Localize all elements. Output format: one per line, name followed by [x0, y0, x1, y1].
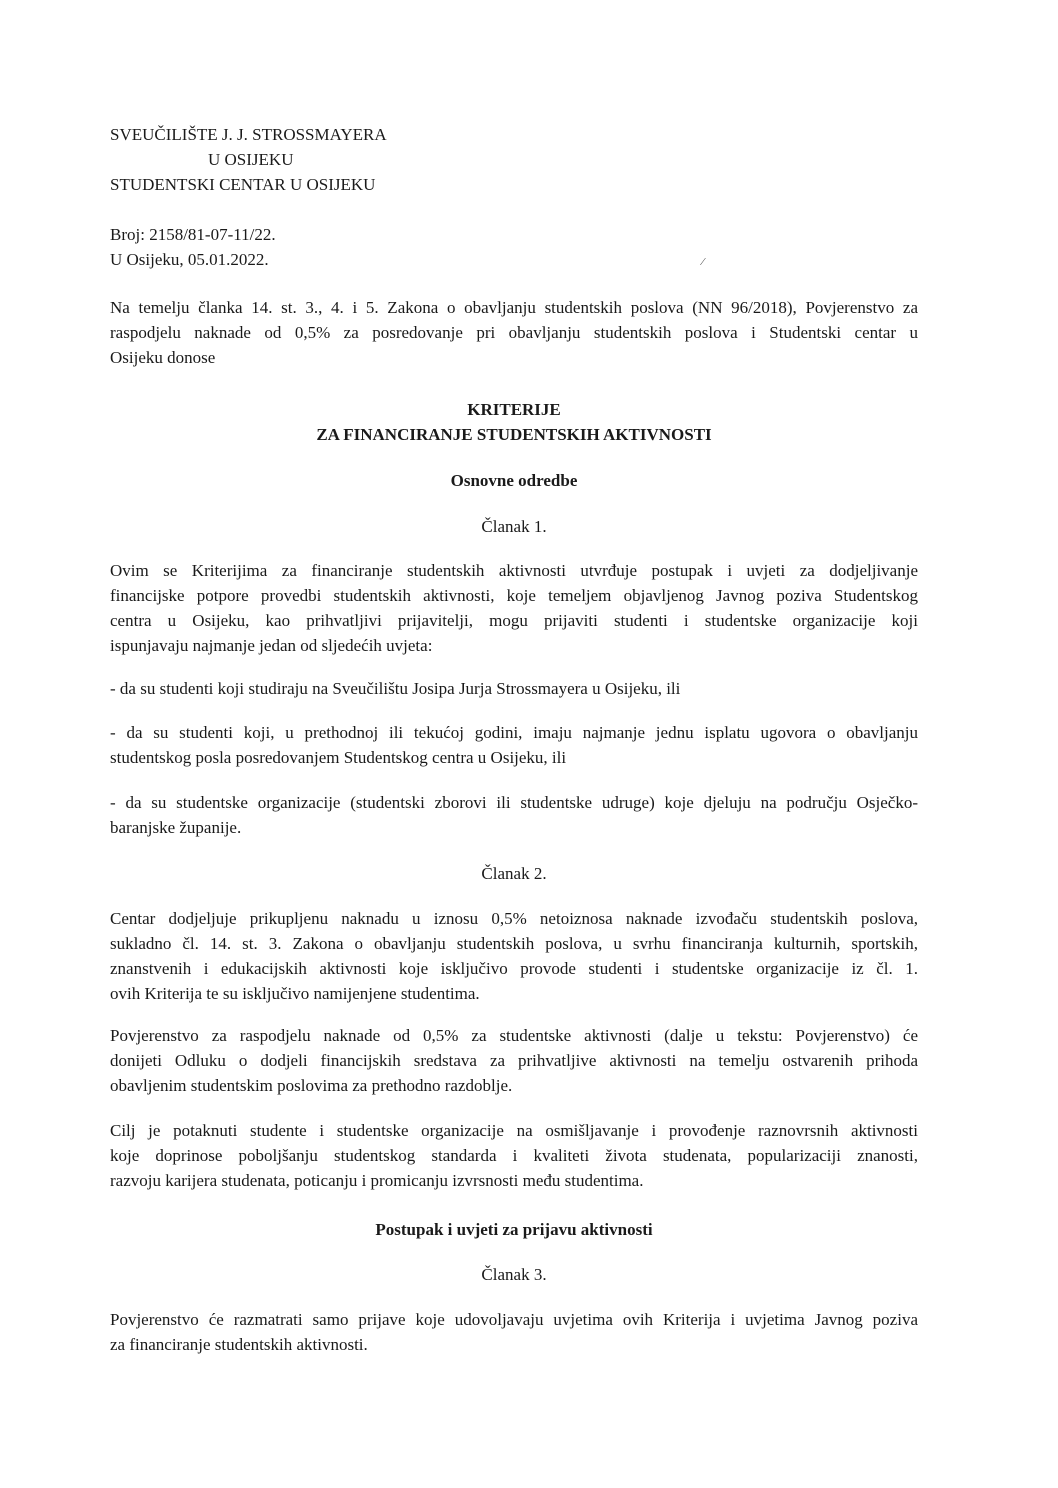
reference-number: Broj: 2158/81-07-11/22.	[110, 225, 276, 244]
document-title	[110, 397, 918, 447]
article-3-paragraph	[110, 1307, 918, 1357]
text-line: Povjerenstvo za raspodjelu naknade od 0,5% za studentske aktivnosti (dalje u tekstu: Povjerenstvo) će	[110, 1026, 918, 1045]
header-line-city: U OSIJEKU	[208, 150, 294, 169]
title-line-2: ZA FINANCIRANJE STUDENTSKIH AKTIVNOSTI	[316, 425, 712, 444]
text-line: centra u Osijeku, kao prihvatljivi prijavitelji, mogu prijaviti studenti i studentske organizacije koji	[110, 611, 918, 630]
text-line: baranjske županije.	[110, 818, 242, 837]
text-line: obavljenim studentskim poslovima za prethodno razdoblje.	[110, 1076, 513, 1095]
pen-mark: ⁄	[702, 256, 704, 268]
text-line: Na temelju članka 14. st. 3., 4. i 5. Zakona o obavljanju studentskih poslova (NN 96/2018), Povjerenstvo za	[110, 298, 918, 317]
text-line: sukladno čl. 14. st. 3. Zakona o obavljanju studentskih poslova, u svrhu financiranja kulturnih, sportskih,	[110, 934, 918, 953]
article-3-heading: Članak 3.	[481, 1265, 547, 1284]
document-date: U Osijeku, 05.01.2022.	[110, 250, 269, 269]
text-line: Centar dodjeljuje prikupljenu naknadu u iznosu 0,5% netoiznosa naknade izvođaču studentskih poslova,	[110, 909, 918, 928]
text-line: raspodjelu naknade od 0,5% za posredovanje pri obavljanju studentskih poslova i Studentski centar u	[110, 323, 918, 342]
list-item-condition-1	[110, 676, 918, 701]
article-1-paragraph	[110, 558, 918, 658]
section-heading-basic-provisions: Osnovne odredbe	[450, 471, 578, 490]
text-line: ovih Kriterija te su isključivo namijenjene studentima.	[110, 984, 480, 1003]
text-line: Povjerenstvo će razmatrati samo prijave koje udovoljavaju uvjetima ovih Kriterija i uvjetima Javnog poziva	[110, 1310, 918, 1329]
text-line: - da su studenti koji, u prethodnoj ili tekućoj godini, imaju najmanje jednu isplatu ugovora o obavljanju	[110, 723, 918, 742]
header-line-university: SVEUČILIŠTE J. J. STROSSMAYERA	[110, 125, 387, 144]
list-item-condition-2	[110, 720, 918, 770]
text-line: razvoju karijera studenata, poticanju i promicanju izvrsnosti među studentima.	[110, 1171, 644, 1190]
list-item-condition-3	[110, 790, 918, 840]
text-line: financijske potpore provedbi studentskih aktivnosti, koje temeljem objavljenog Javnog poziva Studentskog	[110, 586, 918, 605]
section-heading-application-procedure: Postupak i uvjeti za prijavu aktivnosti	[375, 1220, 653, 1239]
text-line: studentskog posla posredovanjem Studentskog centra u Osijeku, ili	[110, 748, 567, 767]
article-2-paragraph-2	[110, 1023, 918, 1098]
article-2-heading: Članak 2.	[481, 864, 547, 883]
text-line: - da su studentske organizacije (studentski zborovi ili studentske udruge) koje djeluju na području Osječko-	[110, 793, 918, 812]
reference-block	[110, 222, 918, 272]
institution-header	[110, 122, 918, 197]
article-2-paragraph-1	[110, 906, 918, 1006]
title-line-1: KRITERIJE	[467, 400, 561, 419]
text-line: Osijeku donose	[110, 348, 216, 367]
header-line-center: STUDENTSKI CENTAR U OSIJEKU	[110, 175, 376, 194]
article-1-heading: Članak 1.	[481, 517, 547, 536]
text-line: za financiranje studentskih aktivnosti.	[110, 1335, 368, 1354]
article-2-paragraph-3	[110, 1118, 918, 1193]
text-line: Cilj je potaknuti studente i studentske organizacije na osmišljavanje i provođenje raznovrsnih aktivnosti	[110, 1121, 918, 1140]
text-line: - da su studenti koji studiraju na Sveučilištu Josipa Jurja Strossmayera u Osijeku, ili	[110, 679, 681, 698]
text-line: koje doprinose poboljšanju studentskog standarda i kvaliteti života studenata, popularizaciji znanosti,	[110, 1146, 918, 1165]
preamble-paragraph	[110, 295, 918, 370]
text-line: ispunjavaju najmanje jedan od sljedećih uvjeta:	[110, 636, 433, 655]
text-line: donijeti Odluku o dodjeli financijskih sredstava za prihvatljive aktivnosti na temelju ostvarenih prihoda	[110, 1051, 918, 1070]
text-line: Ovim se Kriterijima za financiranje studentskih aktivnosti utvrđuje postupak i uvjeti za dodjeljivanje	[110, 561, 918, 580]
text-line: znanstvenih i edukacijskih aktivnosti koje isključivo provode studenti i studentske organizacije iz čl. 1.	[110, 959, 918, 978]
